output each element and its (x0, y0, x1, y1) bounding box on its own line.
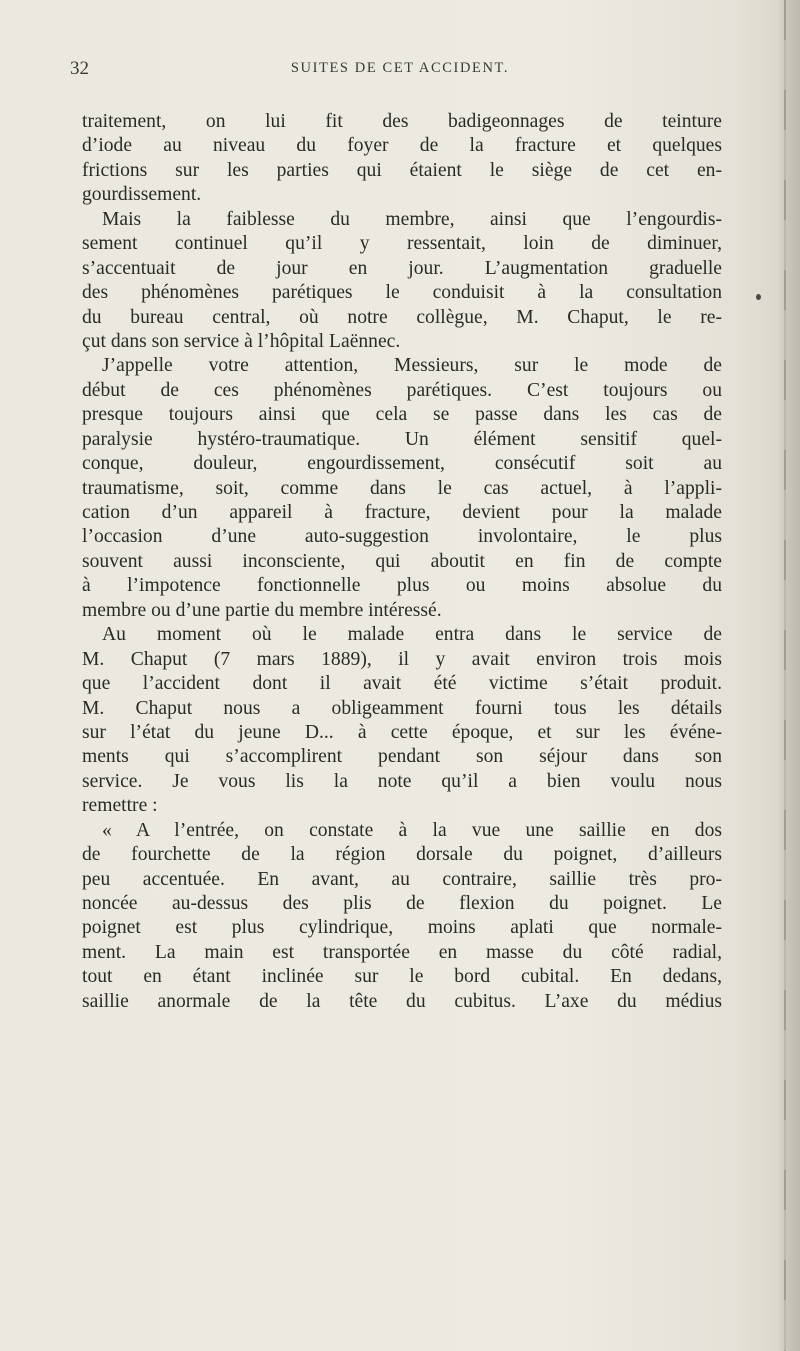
text-line: poignet est plus cylindrique, moins aplati que normale- (82, 917, 722, 939)
text-line: de fourchette de la région dorsale du poignet, d’ailleurs (82, 844, 722, 866)
text-line: service. Je vous lis la note qu’il a bien voulu nous (82, 770, 722, 792)
body-text (82, 110, 722, 1014)
text-line: début de ces phénomènes parétiques. C’est toujours ou (82, 379, 722, 401)
text-line: remettre : (82, 795, 158, 817)
text-line: noncée au-dessus des plis de flexion du poignet. Le (82, 893, 722, 914)
text-line: d’iode au niveau du foyer de la fracture et quelques (82, 135, 722, 157)
text-line: conque, douleur, engourdissement, consécutif soit au (82, 453, 722, 475)
text-line: ment. La main est transportée en masse du côté radial, (82, 941, 722, 963)
running-head: SUITES DE CET ACCIDENT. (290, 60, 510, 76)
text-line: sur l’état du jeune D... à cette époque, et sur les événe- (82, 721, 722, 743)
text-line: s’accentuait de jour en jour. L’augmentation graduelle (82, 257, 722, 279)
text-line: cation d’un appareil à fracture, devient pour la malade (82, 502, 722, 523)
text-line: paralysie hystéro-traumatique. Un élément sensitif quel- (82, 428, 722, 450)
text-line: traumatisme, soit, comme dans le cas actuel, à l’appli- (82, 477, 722, 499)
text-line: « A l’entrée, on constate à la vue une saillie en dos (102, 819, 722, 841)
margin-dot-mark (756, 294, 761, 300)
text-line: que l’accident dont il avait été victime s’était produit. (82, 673, 722, 695)
text-line: Au moment où le malade entra dans le service de (102, 624, 722, 646)
text-line: saillie anormale de la tête du cubitus. L’axe du médius (82, 990, 722, 1012)
text-line: des phénomènes parétiques le conduisit à la consultation (82, 282, 722, 304)
text-line: çut dans son service à l’hôpital Laënnec. (82, 330, 401, 352)
page-binding-edge (778, 0, 800, 1351)
text-line: ments qui s’accomplirent pendant son séjour dans son (82, 746, 722, 768)
text-line: l’occasion d’une auto-suggestion involontaire, le plus (82, 526, 722, 548)
text-line: Mais la faiblesse du membre, ainsi que l’engourdis- (102, 208, 722, 230)
text-line: traitement, on lui fit des badigeonnages de teinture (82, 111, 722, 132)
text-line: frictions sur les parties qui étaient le siège de cet en- (82, 159, 722, 181)
text-line: J’appelle votre attention, Messieurs, sur le mode de (102, 355, 722, 377)
text-line: membre ou d’une partie du membre intéressé. (82, 599, 442, 621)
text-line: souvent aussi inconsciente, qui aboutit en fin de compte (82, 550, 722, 572)
text-line: du bureau central, où notre collègue, M. Chaput, le re- (82, 306, 722, 328)
text-line: M. Chaput nous a obligeamment fourni tous les détails (82, 697, 722, 719)
page-number: 32 (70, 58, 89, 79)
text-line: tout en étant inclinée sur le bord cubital. En dedans, (82, 966, 722, 988)
text-line: à l’impotence fonctionnelle plus ou moins absolue du (82, 575, 722, 597)
text-line: sement continuel qu’il y ressentait, loin de diminuer, (82, 233, 722, 255)
text-line: M. Chaput (7 mars 1889), il y avait environ trois mois (82, 648, 722, 670)
page-header (70, 58, 730, 84)
text-line: peu accentuée. En avant, au contraire, saillie très pro- (82, 868, 722, 890)
text-line: presque toujours ainsi que cela se passe dans les cas de (82, 404, 722, 426)
text-line: gourdissement. (82, 184, 202, 206)
